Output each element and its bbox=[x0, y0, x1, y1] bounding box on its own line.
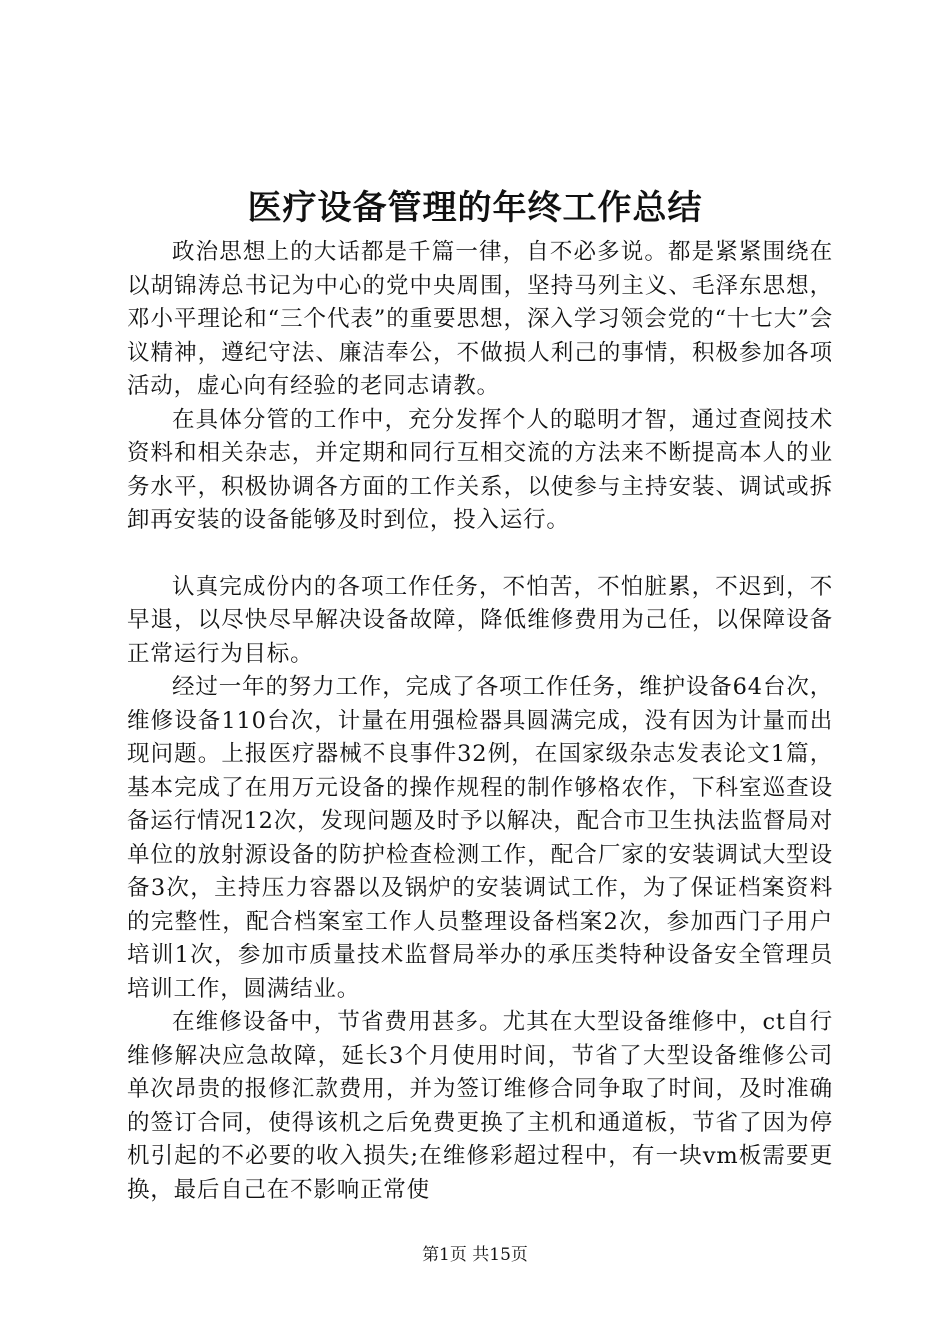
document-body bbox=[127, 236, 833, 1207]
paragraph-annual-achievements: 经过一年的努力工作，完成了各项工作任务，维护设备64台次，维修设备110台次，计量在用强检器具圆满完成，没有因为计量而出现问题。上报医疗器械不良事件32例，在国家级杂志发表论文1篇，基本完成了在用万元设备的操作规程的制作够格农作，下科室巡查设备运行情况12次，发现问题及时予以解决，配合市卫生执法监督局对单位的放射源设备的防护检查检测工作，配合厂家的安装调试大型设备3次，主持压力容器以及锅炉的安装调试工作，为了保证档案资料的完整性，配合档案室工作人员整理设备档案2次，参加西门子用户培训1次，参加市质量技术监督局举办的承压类特种设备安全管理员培训工作，圆满结业。 bbox=[127, 674, 833, 1002]
paragraph-work-attitude: 认真完成份内的各项工作任务，不怕苦，不怕脏累，不迟到，不早退，以尽快尽早解决设备故障，降低维修费用为己任，以保障设备正常运行为目标。 bbox=[127, 573, 833, 667]
paragraph-political-thought: 政治思想上的大话都是千篇一律，自不必多说。都是紧紧围绕在以胡锦涛总书记为中心的党中央周围，坚持马列主义、毛泽东思想，邓小平理论和“三个代表”的重要思想，深入学习领会党的“十七大”会议精神，遵纪守法、廉洁奉公，不做损人利己的事情，积极参加各项活动，虚心向有经验的老同志请教。 bbox=[127, 239, 833, 399]
page-number-footer: 第1页 共15页 bbox=[422, 1245, 528, 1265]
document-title: 医疗设备管理的年终工作总结 bbox=[247, 188, 703, 228]
paragraph-work-management: 在具体分管的工作中，充分发挥个人的聪明才智，通过查阅技术资料和相关杂志，并定期和同行互相交流的方法来不断提高本人的业务水平，积极协调各方面的工作关系，以使参与主持安装、调试或拆卸再安装的设备能够及时到位，投入运行。 bbox=[127, 406, 833, 533]
paragraph-cost-savings: 在维修设备中，节省费用甚多。尤其在大型设备维修中，ct自行维修解决应急故障，延长3个月使用时间，节省了大型设备维修公司单次昂贵的报修汇款费用，并为签订维修合同争取了时间，及时准确的签订合同，使得该机之后免费更换了主机和通道板，节省了因为停机引起的不必要的收入损失;在维修彩超过程中，有一块vm板需要更换，最后自己在不影响正常使 bbox=[127, 1009, 833, 1203]
